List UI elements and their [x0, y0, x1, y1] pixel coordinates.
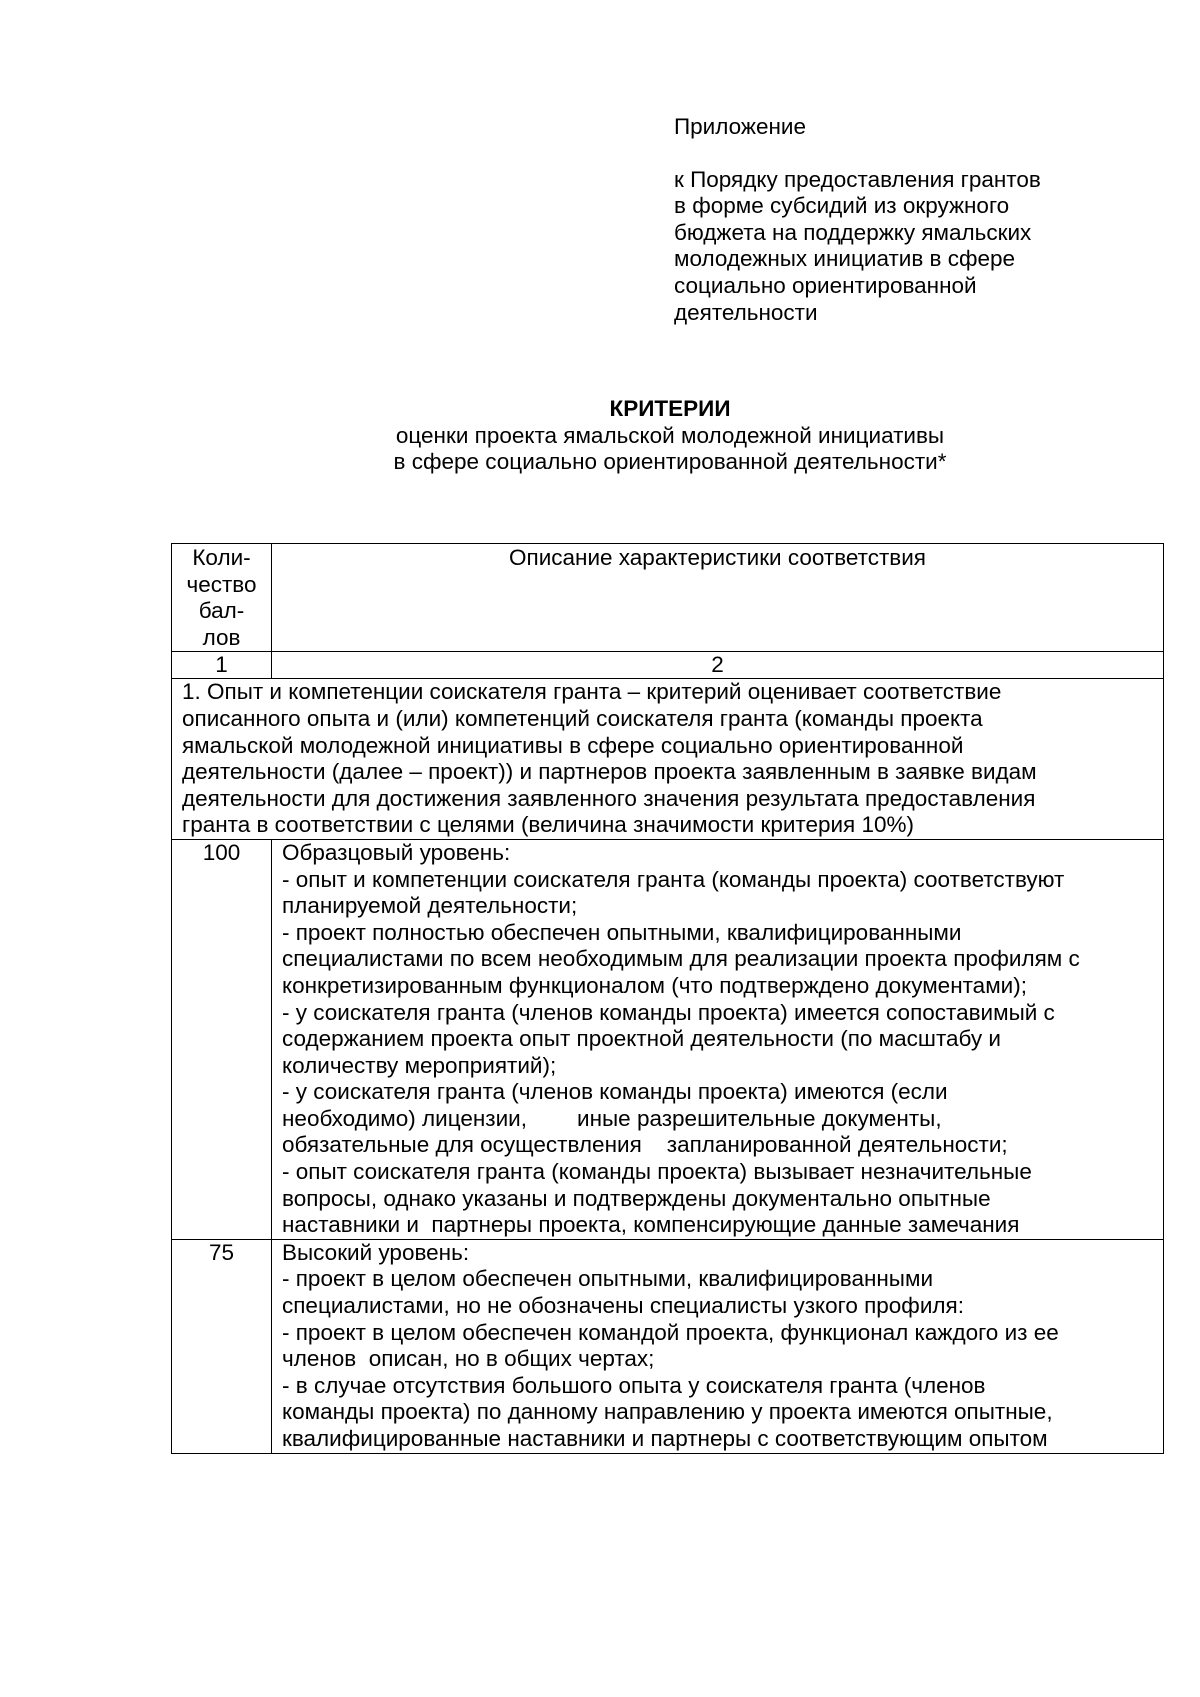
description-line: обязательные для осуществления запланированной деятельности;: [282, 1132, 1008, 1158]
description-line: Высокий уровень:: [282, 1239, 470, 1265]
description-line: квалифицированные наставники и партнеры с соответствующим опытом: [282, 1426, 1048, 1451]
description-line: планируемой деятельности;: [282, 893, 578, 919]
description-line: - проект в целом обеспечен опытными, квалифицированными: [282, 1266, 934, 1292]
appendix-block: [674, 114, 1154, 326]
criterion-section-line: ямальской молодежной инициативы в сфере социально ориентированной: [182, 732, 964, 758]
appendix-line: бюджета на поддержку ямальских: [674, 219, 1032, 245]
description-cell: [272, 1239, 1164, 1453]
criterion-section-line: 1. Опыт и компетенции соискателя гранта – критерий оценивает соответствие: [182, 679, 1002, 705]
score-cell: 75: [172, 1239, 272, 1453]
criterion-section-line: деятельности (далее – проект)) и партнеров проекта заявленным в заявке видам: [182, 759, 1037, 785]
appendix-line: деятельности: [674, 299, 818, 325]
description-line: специалистами по всем необходимым для реализации проекта профилям с: [282, 946, 1080, 972]
description-line: необходимо) лицензии, иные разрешительные документы,: [282, 1105, 942, 1131]
description-line: команды проекта) по данному направлению у проекта имеются опытные,: [282, 1399, 1053, 1425]
appendix-line: к Порядку предоставления грантов: [674, 166, 1041, 192]
appendix-line: молодежных инициатив в сфере: [674, 246, 1016, 272]
description-line: наставники и партнеры проекта, компенсирующие данные замечания: [282, 1212, 1020, 1238]
description-line: количеству мероприятий);: [282, 1052, 557, 1078]
criterion-section-row: [172, 679, 1164, 840]
appendix-line: социально ориентированной: [674, 272, 977, 298]
header-score-line: лов: [202, 624, 241, 650]
description-line: - у соискателя гранта (членов команды проекта) имеются (если: [282, 1079, 948, 1105]
appendix-title: Приложение: [674, 114, 806, 139]
criterion-section-line: деятельности для достижения заявленного значения результата предоставления: [182, 785, 1036, 811]
description-line: вопросы, однако указаны и подтверждены документально опытные: [282, 1185, 991, 1211]
document-subtitle-line: в сфере социально ориентированной деятельности*: [393, 449, 947, 475]
header-score-line: чество: [186, 571, 257, 597]
table-row: [172, 839, 1164, 1239]
column-index-2: 2: [272, 652, 1164, 679]
description-line: специалистами, но не обозначены специалисты узкого профиля:: [282, 1293, 964, 1319]
description-line: содержанием проекта опыт проектной деятельности (по масштабу и: [282, 1026, 1001, 1052]
description-line: - у соискателя гранта (членов команды проекта) имеется сопоставимый с: [282, 999, 1055, 1025]
header-score-line: бал-: [198, 598, 245, 624]
description-line: - опыт и компетенции соискателя гранта (команды проекта) соответствуют: [282, 866, 1065, 892]
header-score-cell: [172, 544, 272, 652]
table-header-row: [172, 544, 1164, 652]
description-line: Образцовый уровень:: [282, 839, 511, 865]
description-line: конкретизированным функционалом (что подтверждено документами);: [282, 972, 1027, 998]
document-heading: [170, 396, 1170, 476]
criterion-section-cell: [172, 679, 1164, 840]
column-index-row: [172, 652, 1164, 679]
column-index-1: 1: [172, 652, 272, 679]
header-score-line: Коли-: [192, 545, 251, 570]
description-line: - проект в целом обеспечен командой проекта, функционал каждого из ее: [282, 1319, 1059, 1345]
description-cell: [272, 839, 1164, 1239]
criterion-section-line: гранта в соответствии с целями (величина значимости критерия 10%): [182, 812, 915, 838]
document-title: КРИТЕРИИ: [609, 396, 731, 421]
appendix-line: в форме субсидий из окружного: [674, 193, 1010, 219]
criteria-table: [171, 543, 1164, 1454]
description-line: членов описан, но в общих чертах;: [282, 1346, 655, 1372]
description-line: - в случае отсутствия большого опыта у соискателя гранта (членов: [282, 1372, 986, 1398]
header-description-cell: Описание характеристики соответствия: [272, 544, 1164, 652]
description-line: - проект полностью обеспечен опытными, квалифицированными: [282, 919, 962, 945]
document-subtitle-line: оценки проекта ямальской молодежной инициативы: [395, 422, 945, 448]
score-cell: 100: [172, 839, 272, 1239]
description-line: - опыт соискателя гранта (команды проекта) вызывает незначительные: [282, 1159, 1032, 1185]
criterion-section-line: описанного опыта и (или) компетенций соискателя гранта (команды проекта: [182, 705, 983, 731]
table-row: [172, 1239, 1164, 1453]
